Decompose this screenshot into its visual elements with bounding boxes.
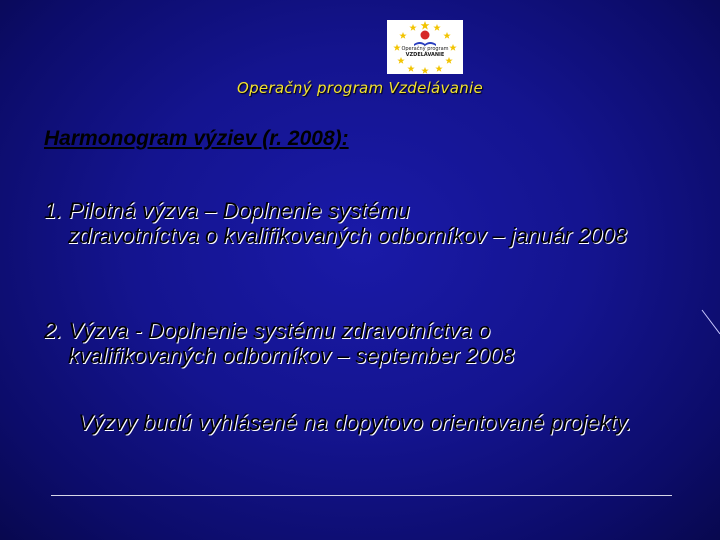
list-item-first-line: 2. Výzva - Doplnenie systému zdravotníctva o: [44, 318, 491, 343]
bottom-divider: [51, 495, 672, 496]
page-heading: Harmonogram výziev (r. 2008):: [44, 127, 349, 150]
list-item: [44, 318, 684, 368]
logo-line-1: Operačný program: [401, 46, 449, 52]
program-logo: [387, 20, 463, 74]
decorative-corner-line: [700, 308, 720, 338]
logo-text: [401, 46, 449, 58]
program-title: Operačný program Vzdelávanie: [236, 79, 484, 97]
list-item-first-line: 1. Pilotná výzva – Doplnenie systému: [44, 198, 410, 223]
logo-line-2: VZDELÁVANIE: [405, 52, 445, 58]
list-item-continuation: kvalifikovaných odborníkov – september 2008: [68, 343, 515, 368]
list-item: [44, 198, 684, 248]
note-text: Výzvy budú vyhlásené na dopytovo orientované projekty.: [78, 410, 632, 435]
list-item-continuation: zdravotníctva o kvalifikovaných odborníkov – január 2008: [68, 223, 627, 248]
